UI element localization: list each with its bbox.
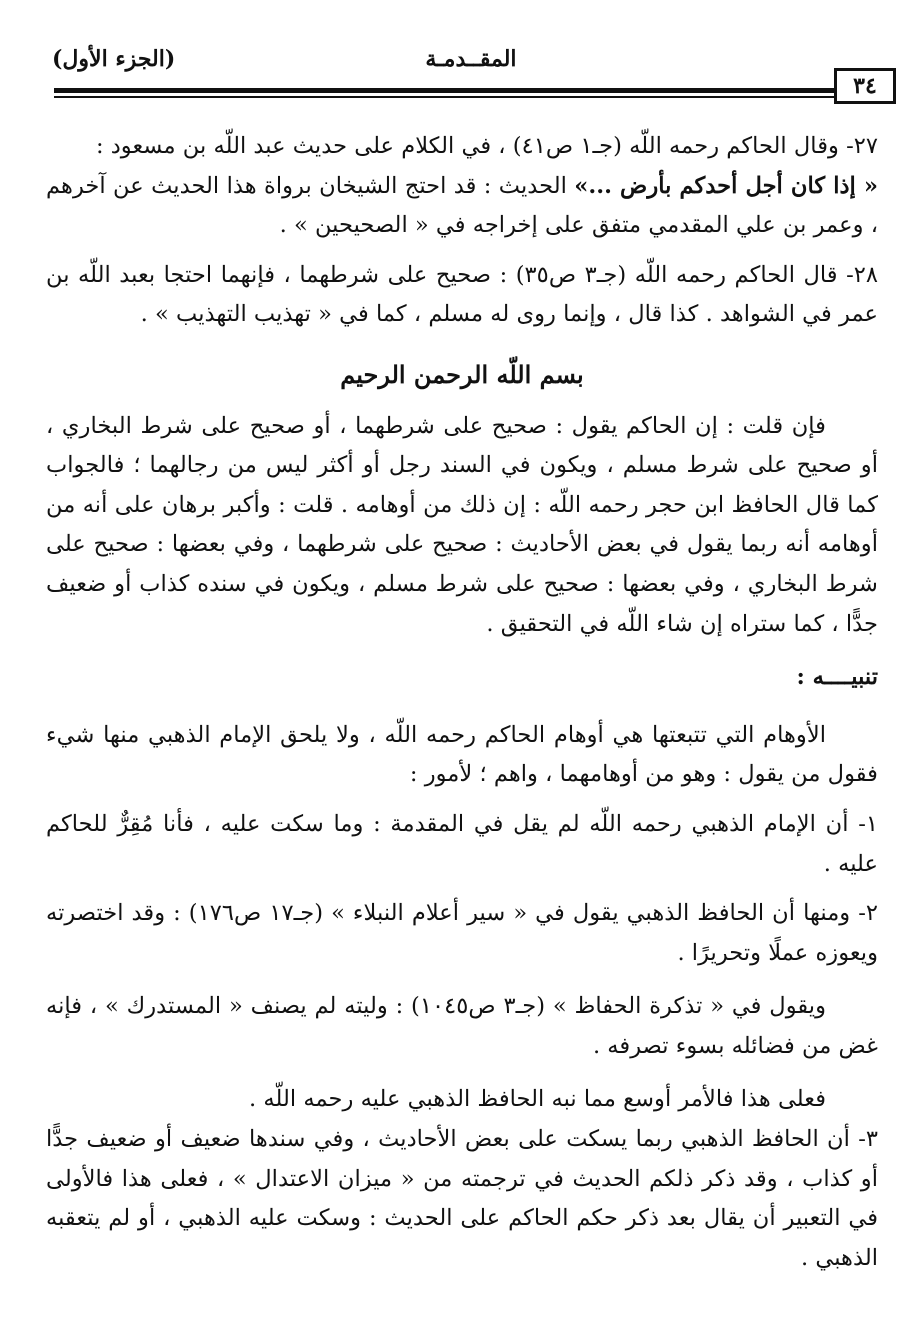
paragraph-illusions: الأوهام التي تتبعتها هي أوهام الحاكم رحمه اللّه ، ولا يلحق الإمام الذهبي منها شيء فقول من يقول : وهو من أوهامهما ، واهم ؛ لأمور : bbox=[46, 721, 878, 788]
section-title: المقــدمـة bbox=[425, 46, 517, 72]
paragraph-27-intro: ٢٧- وقال الحاكم رحمه اللّه (جـ١ ص٤١) ، في الكلام على حديث عبد اللّه بن مسعود : bbox=[95, 133, 878, 159]
volume-label: (الجزء الأول) bbox=[52, 46, 176, 72]
paragraph-27 bbox=[46, 127, 878, 246]
page-header bbox=[46, 44, 896, 104]
hadith-quote: « إذا كان أجل أحدكم بأرض ...» bbox=[574, 172, 878, 199]
paragraph-conclusion: فعلى هذا فالأمر أوسع مما نبه الحافظ الذهبي عليه رحمه اللّه . bbox=[249, 1086, 826, 1113]
note-heading: تنبيــــه : bbox=[796, 664, 878, 691]
list-item-1: ١- أن الإمام الذهبي رحمه اللّه لم يقل في المقدمة : وما سكت عليه ، فأنا مُقِرٌّ للحاكم عليه . bbox=[46, 810, 878, 877]
page-body bbox=[46, 127, 878, 1278]
paragraph-if-you-say: فإن قلت : إن الحاكم يقول : صحيح على شرطهما ، أو صحيح على شرط البخاري ، أو صحيح على شرط مسلم ، ويكون في السند رجل أو أكثر ليس من رجالهما ؛ فالجواب كما قال الحافظ ابن حجر رحمه اللّه : إن ذلك من أوهامه . قلت : وأكبر برهان على أنه من أوهامه أنه ربما يقول في بعض الأحاديث : صحيح على شرطهما ، وفي بعضها : صحيح على شرط البخاري ، وفي بعضها : صحيح على شرط مسلم ، ويكون في سنده كذاب أو ضعيف جدًّا ، كما ستراه إن شاء اللّه في التحقيق . bbox=[46, 412, 878, 637]
paragraph-27-rest: الحديث : قد احتج الشيخان برواة هذا الحديث عن آخرهم ، وعمر بن علي المقدمي متفق على إخراجه في « الصحيحين » . bbox=[46, 172, 878, 239]
paragraph-28: ٢٨- قال الحاكم رحمه اللّه (جـ٣ ص٣٥) : صحيح على شرطهما ، فإنهما احتجا بعبد اللّه بن عمر في الشواهد . كذا قال ، وإنما روى له مسلم ، كما في « تهذيب التهذيب » . bbox=[46, 261, 879, 328]
basmala-heading: بسم اللّه الرحمن الرحيم bbox=[340, 359, 584, 389]
header-rule-thin bbox=[54, 96, 836, 98]
paragraph-tadhkira: ويقول في « تذكرة الحفاظ » (جـ٣ ص١٠٤٥) : وليته لم يصنف « المستدرك » ، فإنه غض من فضائله بسوء تصرفه . bbox=[46, 993, 878, 1059]
header-rule-thick bbox=[54, 88, 836, 93]
page-number: ٣٤ bbox=[834, 68, 896, 104]
list-item-2: ٢- ومنها أن الحافظ الذهبي يقول في « سير أعلام النبلاء » (جـ١٧ ص١٧٦) : وقد اختصرته ويعوزه عملًا وتحريرًا . bbox=[46, 900, 879, 966]
list-item-3: ٣- أن الحافظ الذهبي ربما يسكت على بعض الأحاديث ، وفي سندها ضعيف أو ضعيف جدًّا أو كذاب ، وقد ذكر ذلكم الحديث في ترجمته من « ميزان الاعتدال » ، فعلى هذا فالأولى في التعبير أن يقال بعد ذكر حكم الحاكم على الحديث : وسكت عليه الذهبي ، أو لم يتعقبه الذهبي . bbox=[46, 1126, 878, 1271]
